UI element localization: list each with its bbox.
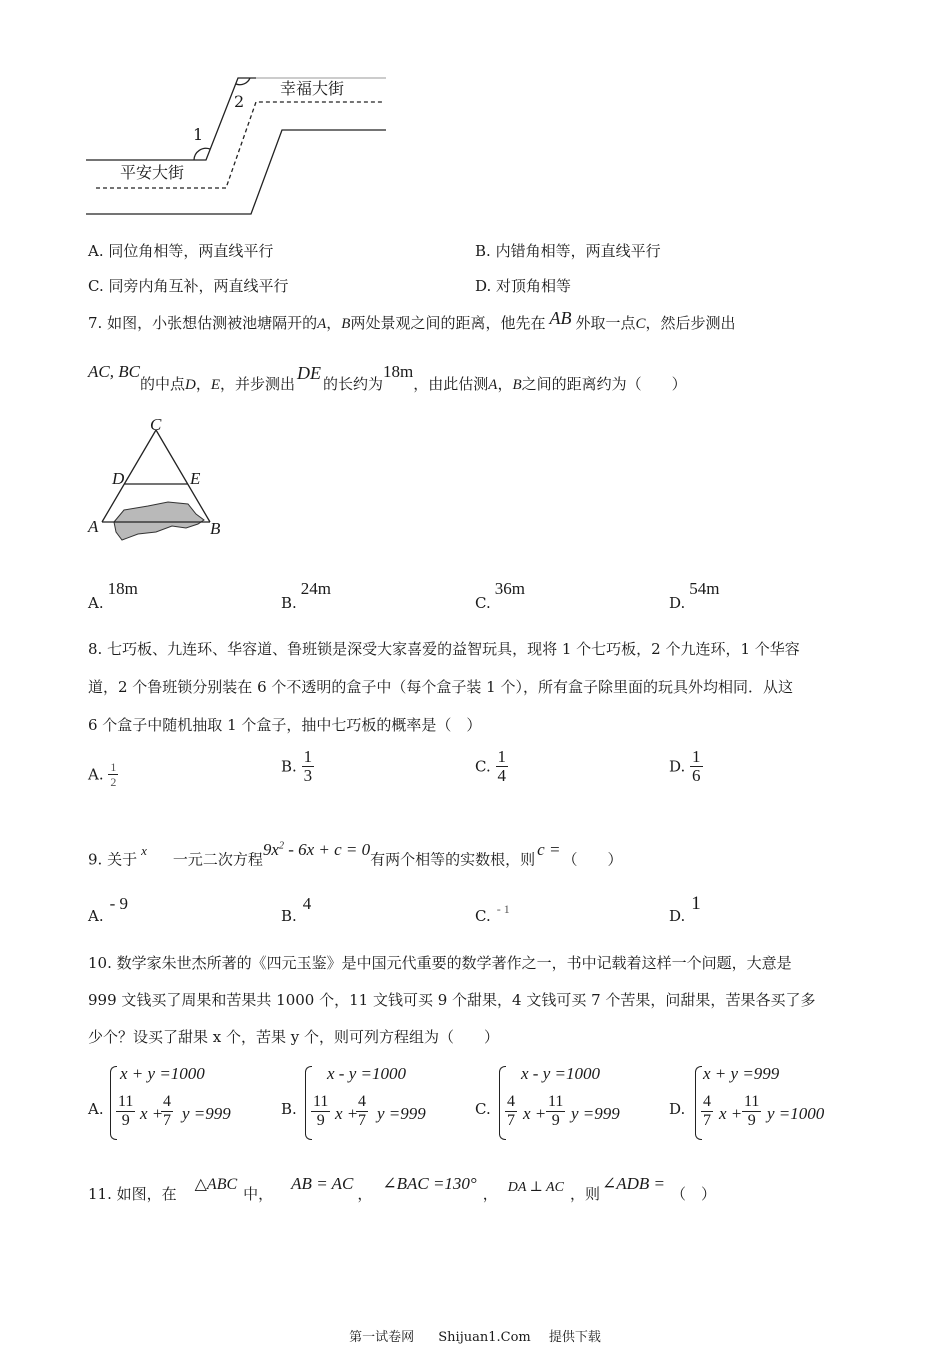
fig-label-a: A xyxy=(88,517,99,536)
bottom-street-label: 平安大街 xyxy=(120,163,185,182)
q7-option-a[interactable]: A.18m xyxy=(88,579,138,612)
q8-option-c[interactable]: C. $\frac{1}{4}$ xyxy=(475,747,506,785)
q10-stem-line2: 999 文钱买了周果和苦果共 1000 个，11 文钱可买 9 个甜果，4 文钱可买 7 个苦果，问甜果，苦果各买了多 xyxy=(88,991,816,1009)
footer-right: 提供下载 xyxy=(548,1330,601,1345)
q9-option-c[interactable]: C. $^{- 1}$ xyxy=(475,902,510,925)
q6-option-d[interactable]: D. 对顶角相等 xyxy=(475,277,572,295)
q8-stem-line2: 道，2 个鲁班锁分别装在 6 个不透明的盒子中（每个盒子装 1 个），所有盒子除里面的玩具外均相同．从这 xyxy=(88,678,793,696)
page-footer xyxy=(0,1326,950,1345)
angle-2-label: 2 xyxy=(234,92,245,111)
angle-1-label: 1 xyxy=(193,125,204,144)
fig-label-e: E xyxy=(190,469,201,488)
q6-option-a[interactable]: A. 同位角相等，两直线平行 xyxy=(88,242,274,260)
q8-stem-line1: 8. 七巧板、九连环、华容道、鲁班锁是深受大家喜爱的益智玩具，现将 1 个七巧板，2 个九连环，1 个华容 xyxy=(88,640,800,658)
q9-stem: 9. 关于x一元二次方程$9x^2 - 6x + c = 0$有两个相等的实数根，则c =（ ） xyxy=(88,839,623,869)
q7-option-c[interactable]: C.36m xyxy=(475,579,525,612)
q11-stem: 11. 如图，在△ABC中，AB = AC，∠BAC =130°， DA ⊥ AC ，则∠ADB =（ ） xyxy=(88,1174,716,1203)
fig-label-c: C xyxy=(150,415,162,434)
q8-option-d[interactable]: D. $\frac{1}{6}$ xyxy=(669,747,701,785)
q7-option-d[interactable]: D.54m xyxy=(669,579,720,612)
q8-option-b[interactable]: B. $\frac{1}{3}$ xyxy=(281,747,313,785)
top-street-label: 幸福大街 xyxy=(280,79,345,98)
q7-stem-line1: 7. 如图，小张想估测被池塘隔开的A，B两处景观之间的距离，他先在 AB 外取一点C，然后步测出 xyxy=(88,308,736,332)
fig-label-b: B xyxy=(210,519,221,538)
q10-stem-line1: 10. 数学家朱世杰所著的《四元玉鉴》是中国元代重要的数学著作之一，书中记载着这样一个问题，大意是 xyxy=(88,954,792,972)
q8-option-a[interactable]: A. $\frac{1}{2}$ xyxy=(88,760,117,789)
q8-stem-line3: 6 个盒子中随机抽取 1 个盒子，抽中七巧板的概率是（ ） xyxy=(88,716,482,734)
footer-left: 第一试卷网 xyxy=(349,1330,415,1345)
q6-option-b[interactable]: B. 内错角相等，两直线平行 xyxy=(475,242,661,260)
footer-site[interactable]: Shijuan1.Com xyxy=(438,1330,531,1345)
q9-option-d[interactable]: D.1 xyxy=(669,893,701,925)
q7-option-b[interactable]: B.24m xyxy=(281,579,332,612)
q10-option-d[interactable]: D. x + y =999 $\frac{4}{7}$ x + $\frac{11}{9}$ y =1000 xyxy=(669,1060,869,1142)
q9-option-b[interactable]: B.4 xyxy=(281,894,312,925)
pond-shape xyxy=(114,502,204,540)
q6-option-c[interactable]: C. 同旁内角互补，两直线平行 xyxy=(88,277,289,295)
q9-option-a[interactable]: A.- 9 xyxy=(88,894,129,925)
q10-option-b[interactable]: B. x - y =1000 $\frac{11}{9}$ x + $\frac{4}{7}$ y =999 xyxy=(281,1060,466,1142)
q10-option-a[interactable]: A. x + y =1000 $\frac{11}{9}$ x + $\frac{4}{7}$ y =999 xyxy=(88,1060,273,1142)
q10-option-c[interactable]: C. x - y =1000 $\frac{4}{7}$ x + $\frac{11}{9}$ y =999 xyxy=(475,1060,660,1142)
q7-stem-line2: AC, BC的中点D，E，并步测出DE的长约为18m，由此估测A，B之间的距离约为（ ） xyxy=(88,362,687,393)
fig-label-d: D xyxy=(112,469,125,488)
road-upper-edge xyxy=(86,78,256,160)
q10-stem-line3: 少个？设买了甜果 x 个，苦果 y 个，则可列方程组为（ ） xyxy=(88,1028,500,1046)
